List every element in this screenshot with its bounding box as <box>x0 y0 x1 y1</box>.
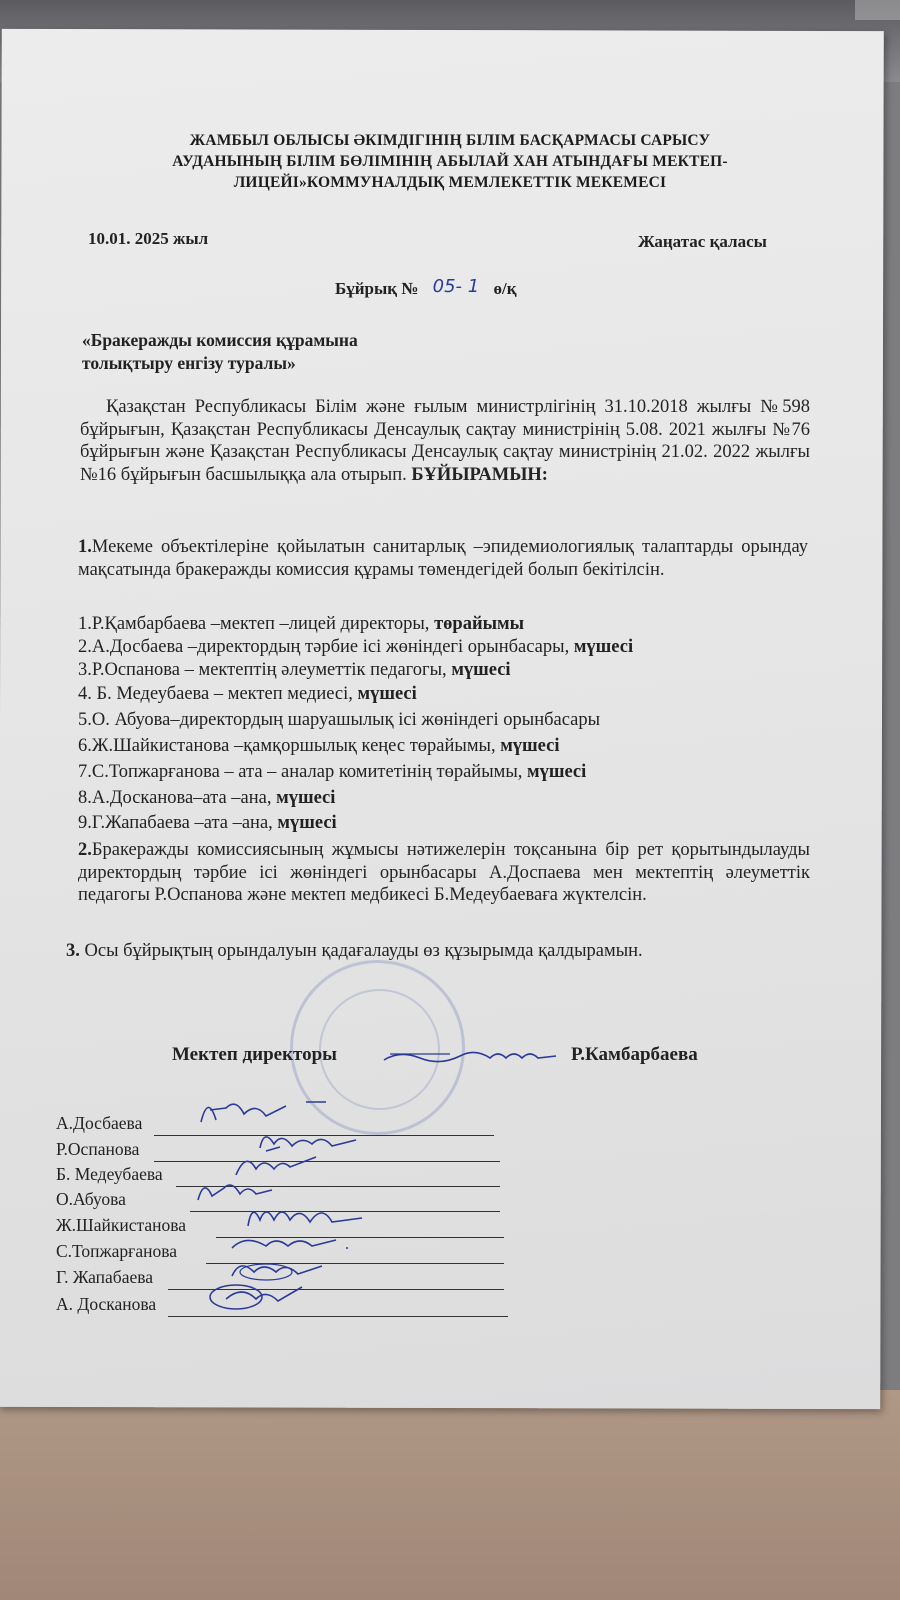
member-item <box>78 812 337 834</box>
point-2-number: 2. <box>78 840 92 860</box>
point-2 <box>78 839 810 907</box>
point-3-text: Осы бұйрықтың орындалуын қадағалауды өз құзырымда қалдырамын. <box>79 941 643 961</box>
member-text: 8.А.Досканова–ата –ана, <box>78 788 277 808</box>
header-line-1: ЖАМБЫЛ ОБЛЫСЫ ӘКІМДІГІНІҢ БІЛІМ БАСҚАРМАСЫ САРЫСУ <box>189 132 711 149</box>
signature-line <box>168 1316 508 1317</box>
signature-row <box>56 1293 516 1317</box>
signatory-name: Р.Оспанова <box>56 1139 140 1159</box>
point-1-text: Мекеме объектілеріне қойылатын санитарлық –эпидемиологиялық талаптарды орындау мақсатында бракеражды комиссия құрамы төмендегідей болып бекітілсін. <box>78 537 808 580</box>
member-text: 2.А.Досбаева –директордың тәрбие ісі жөніндегі орынбасары, <box>78 637 574 657</box>
point-3 <box>66 941 643 962</box>
signatory-name: А. Досканова <box>56 1294 157 1314</box>
title-line-2: толықтыру енгізу туралы» <box>82 353 296 373</box>
order-number-handwritten: 05- 1 <box>432 276 480 297</box>
member-item <box>78 761 586 783</box>
signatory-name: О.Абуова <box>56 1189 126 1209</box>
order-word: БҰЙЫРАМЫН: <box>411 464 548 485</box>
member-role: мүшесі <box>277 813 337 833</box>
member-item <box>78 683 417 705</box>
intro-paragraph <box>80 396 810 486</box>
member-text: 9.Г.Жапабаева –ата –ана, <box>78 813 278 833</box>
member-text: 4. Б. Медеубаева – мектеп медиесі, <box>78 684 358 704</box>
document-date: 10.01. 2025 жыл <box>88 229 209 248</box>
signatory-name: С.Топжарғанова <box>56 1241 178 1261</box>
member-role: мүшесі <box>573 637 634 657</box>
director-signature <box>380 1040 560 1068</box>
signature-row <box>56 1163 516 1187</box>
title-line-1: «Бракеражды комиссия құрамына <box>82 330 358 350</box>
member-text: 5.О. Абуова–директордың шаруашылық ісі жөніндегі орынбасары <box>78 710 601 730</box>
member-item <box>78 636 633 658</box>
signatory-name: А.Досбаева <box>56 1113 143 1133</box>
member-role: мүшесі <box>357 684 417 704</box>
point-1 <box>78 536 808 581</box>
member-item <box>78 735 559 757</box>
signatory-name: Ж.Шайкистанова <box>56 1215 187 1235</box>
handwritten-signature <box>206 1277 316 1315</box>
signatory-name: Б. Медеубаева <box>56 1164 163 1184</box>
member-item <box>78 659 511 681</box>
member-role: мүшесі <box>500 736 560 756</box>
member-text: 1.Р.Қамбарбаева –мектеп –лицей директоры, <box>78 614 435 634</box>
header-line-3: ЛИЦЕЙІ»КОММУНАЛДЫҚ МЕМЛЕКЕТТІК МЕКЕМЕСІ <box>233 174 667 191</box>
director-name: Р.Камбарбаева <box>571 1044 698 1065</box>
signatory-name: Г. Жапабаева <box>56 1267 154 1287</box>
intro-text: Қазақстан Республикасы Білім және ғылым министрлігінің 31.10.2018 жылғы №598 бұйрығын, Қазақстан Республикасы Денсаулық сақтау министрінің 5.08. 2021 жылғы №76 бұйрығын және Қазақстан Республикасы Денсаулық сақтау министрінің 21.02. 2022 жылғы №16 бұйрығын басшылыққа ала отырып. <box>80 397 810 485</box>
member-text: 6.Ж.Шайкистанова –қамқоршылық кеңес төрайымы, <box>78 736 501 756</box>
order-label: Бұйрық № <box>335 279 419 298</box>
member-item <box>78 709 600 731</box>
order-heading <box>335 278 517 299</box>
order-suffix: ө/қ <box>493 279 517 298</box>
point-1-number: 1. <box>78 537 92 557</box>
point-3-number: 3. <box>66 941 80 961</box>
member-text: 3.Р.Оспанова – мектептің әлеуметтік педагогы, <box>78 660 452 680</box>
document-city: Жаңатас қаласы <box>638 232 767 251</box>
member-role: мүшесі <box>451 660 511 680</box>
member-item <box>78 787 335 809</box>
director-title: Мектеп директоры <box>172 1044 338 1065</box>
member-role: мүшесі <box>527 762 587 782</box>
header-line-2: АУДАНЫНЫҢ БІЛІМ БӨЛІМІНІҢ АБЫЛАЙ ХАН АТЫНДАҒЫ МЕКТЕП- <box>172 153 728 170</box>
institution-header <box>95 130 805 193</box>
member-role: мүшесі <box>276 788 336 808</box>
order-title <box>82 329 358 375</box>
member-item <box>78 613 524 635</box>
point-2-text: Бракеражды комиссиясының жұмысы нәтижелерін тоқсанына бір рет қорытындылауды директордың тәрбие ісі жөніндегі орынбасары А.Доспаева мен мектептің әлеуметтік педагогы Р.Оспанова және мектеп медбикесі Б.Медеубаеваға жүктелсін. <box>78 840 810 905</box>
member-role: төрайымы <box>434 614 525 634</box>
member-text: 7.С.Топжарғанова – ата – аналар комитетінің төрайымы, <box>78 762 528 782</box>
